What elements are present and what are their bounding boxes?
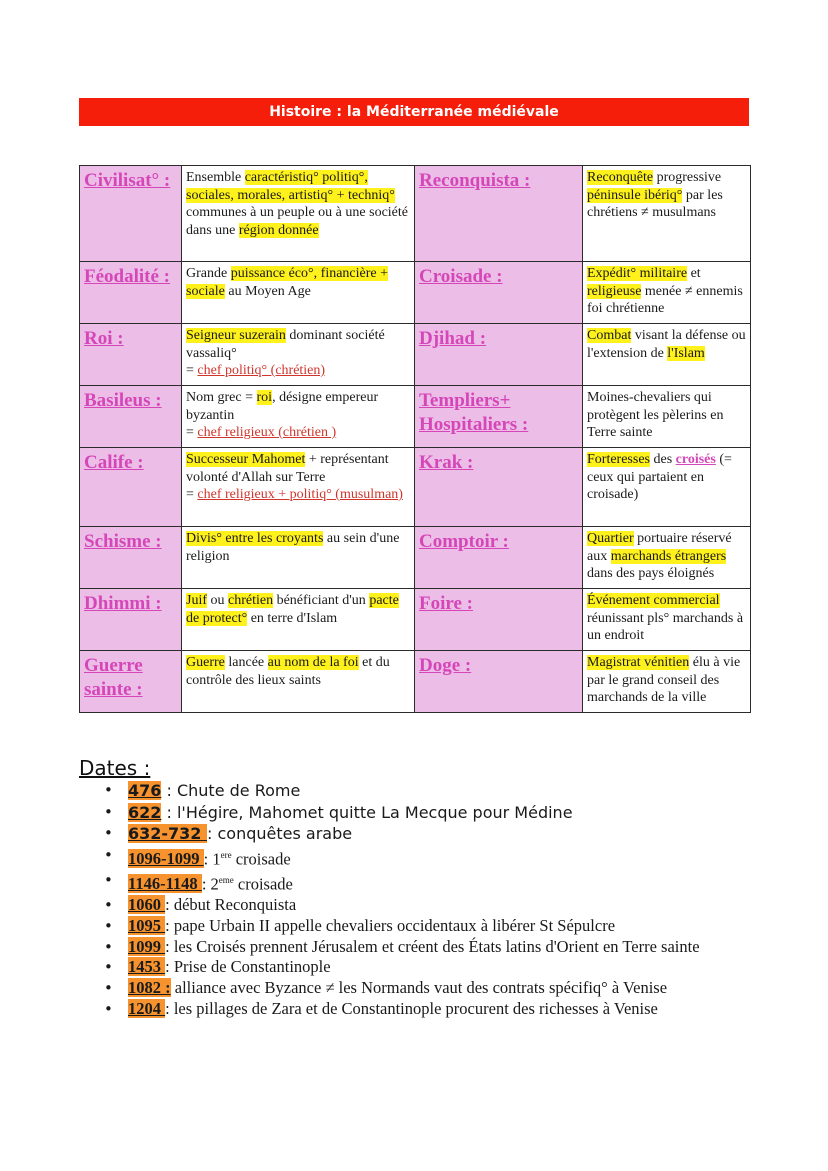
date-year: 632-732: [128, 824, 208, 843]
date-item: • 1099 : les Croisés prennent Jérusalem et créent des États latins d'Orient en Terre sainte: [100, 937, 740, 958]
glossary-row: [80, 527, 751, 589]
term-label: Comptoir :: [419, 531, 509, 552]
definition-cell: Moines-chevaliers qui protègent les pèlerins en Terre sainte: [583, 386, 751, 448]
term-label: Templiers+ Hospitaliers :: [419, 390, 529, 435]
term-cell: [80, 527, 182, 589]
highlighted-text: pacte de protect°: [186, 593, 399, 626]
definition-cell: Ensemble caractéristiq° politiq°, sociales, morales, artistiq° + techniq° communes à un peuple ou à une société dans une région donnée: [182, 166, 415, 262]
definition-cell: Juif ou chrétien bénéficiant d'un pacte de protect° en terre d'Islam: [182, 589, 415, 651]
date-year: 1060: [128, 895, 166, 915]
highlighted-text: Événement commercial: [587, 593, 720, 608]
term-cell: [415, 262, 583, 324]
term-cell: [80, 589, 182, 651]
date-year: 622: [128, 802, 162, 822]
definition-cell: Grande puissance éco°, financière + sociale au Moyen Age: [182, 262, 415, 324]
dates-list: [100, 780, 740, 1020]
glossary-table: [79, 165, 751, 713]
pink-term-text: croisés: [675, 452, 716, 467]
date-year: 1453: [128, 957, 166, 977]
term-cell: [415, 651, 583, 713]
highlighted-text: l'Islam: [667, 345, 705, 361]
term-cell: [80, 166, 182, 262]
glossary-row: [80, 448, 751, 527]
definition-cell: Magistrat vénitien élu à vie par le grand conseil des marchands de la ville: [583, 651, 751, 713]
highlighted-text: région donnée: [238, 222, 319, 238]
highlighted-text: Seigneur suzerain: [186, 328, 286, 343]
glossary-row: [80, 651, 751, 713]
highlighted-text: roi: [256, 390, 273, 405]
term-label: Reconquista :: [419, 170, 531, 191]
definition-cell: Guerre lancée au nom de la foi et du contrôle des lieux saints: [182, 651, 415, 713]
definition-cell: Successeur Mahomet + représentant volonté d'Allah sur Terre = chef religieux + politiq° (musulman): [182, 448, 415, 527]
date-year: 1204: [128, 999, 166, 1019]
term-label: Civilisat° :: [84, 170, 171, 191]
date-year: 1095: [128, 915, 166, 935]
highlighted-text: puissance éco°, financière + sociale: [186, 266, 389, 299]
term-label: Djihad :: [419, 328, 487, 349]
definition-cell: Nom grec = roi, désigne empereur byzantin = chef religieux (chrétien ): [182, 386, 415, 448]
term-label: Roi :: [84, 328, 124, 349]
definition-cell: Expédit° militaire et religieuse menée ≠ ennemis foi chrétienne: [583, 262, 751, 324]
highlighted-text: Juif: [186, 593, 207, 608]
date-year: 1099: [128, 936, 166, 956]
term-cell: [80, 448, 182, 527]
page-title: Histoire : la Méditerranée médiévale: [79, 98, 749, 126]
highlighted-text: péninsule ibériq°: [587, 187, 683, 203]
date-year: 1096-1099: [128, 849, 204, 868]
highlighted-text: caractéristiq° politiq°, sociales, morales, artistiq° + techniq°: [186, 170, 395, 203]
highlighted-text: marchands étrangers: [610, 548, 727, 564]
term-cell: [415, 386, 583, 448]
glossary-row: [80, 262, 751, 324]
term-label: Doge :: [419, 655, 472, 676]
term-cell: [80, 262, 182, 324]
date-year: 476: [128, 781, 162, 800]
date-item: • 1060 : début Reconquista: [100, 895, 740, 916]
term-label: Féodalité :: [84, 266, 171, 287]
term-cell: [415, 589, 583, 651]
glossary-row: [80, 166, 751, 262]
date-item: • 1204 : les pillages de Zara et de Constantinople procurent des richesses à Venise: [100, 999, 740, 1020]
highlighted-text: Magistrat vénitien: [587, 655, 690, 670]
definition-cell: Quartier portuaire réservé aux marchands étrangers dans des pays éloignés: [583, 527, 751, 589]
glossary-row: [80, 589, 751, 651]
date-item: • 1082 : alliance avec Byzance ≠ les Normands vaut des contrats spécifiq° à Venise: [100, 978, 740, 999]
ordinal-suffix: eme: [218, 874, 234, 885]
definition-cell: Forteresses des croisés (= ceux qui partaient en croisade): [583, 448, 751, 527]
underlined-role-text: chef religieux (chrétien ): [197, 425, 337, 440]
term-cell: [415, 448, 583, 527]
ordinal-suffix: ere: [220, 849, 232, 860]
underlined-role-text: chef politiq° (chrétien): [197, 363, 326, 378]
date-year: 1082 :: [128, 978, 171, 998]
definition-cell: Reconquête progressive péninsule ibériq° par les chrétiens ≠ musulmans: [583, 166, 751, 262]
term-cell: [80, 386, 182, 448]
term-label: Schisme :: [84, 531, 162, 552]
date-item: • 1095 : pape Urbain II appelle chevaliers occidentaux à libérer St Sépulcre: [100, 916, 740, 937]
highlighted-text: Reconquête: [587, 170, 654, 185]
highlighted-text: Forteresses: [587, 452, 650, 467]
definition-cell: Événement commercial réunissant pls° marchands à un endroit: [583, 589, 751, 651]
date-item: • 1453 : Prise de Constantinople: [100, 957, 740, 978]
date-item: • 476 : Chute de Rome: [100, 780, 740, 802]
definition-cell: Seigneur suzerain dominant société vassaliq° = chef politiq° (chrétien): [182, 324, 415, 386]
glossary-row: [80, 386, 751, 448]
highlighted-text: religieuse: [587, 283, 642, 299]
term-label: Dhimmi :: [84, 593, 162, 614]
term-cell: [415, 324, 583, 386]
highlighted-text: Combat: [587, 328, 632, 343]
highlighted-text: Expédit° militaire: [587, 266, 688, 281]
definition-cell: Combat visant la défense ou l'extension de l'Islam: [583, 324, 751, 386]
term-label: Basileus :: [84, 390, 162, 411]
term-cell: [415, 166, 583, 262]
definition-cell: Divis° entre les croyants au sein d'une religion: [182, 527, 415, 589]
term-label: Foire :: [419, 593, 473, 614]
term-label: Guerre sainte :: [84, 655, 143, 700]
date-item: • 1096-1099 : 1ere croisade: [100, 845, 740, 870]
highlighted-text: Guerre: [186, 655, 225, 670]
highlighted-text: au nom de la foi: [267, 655, 359, 670]
highlighted-text: Divis° entre les croyants: [186, 531, 324, 546]
term-cell: [80, 651, 182, 713]
date-item: • 632-732 : conquêtes arabe: [100, 823, 740, 845]
term-label: Calife :: [84, 452, 144, 473]
dates-heading: Dates :: [79, 756, 151, 780]
date-item: • 622 : l'Hégire, Mahomet quitte La Mecque pour Médine: [100, 802, 740, 824]
date-year: 1146-1148: [128, 874, 202, 894]
highlighted-text: Quartier: [587, 531, 634, 546]
highlighted-text: chrétien: [228, 593, 274, 608]
glossary-row: [80, 324, 751, 386]
term-cell: [80, 324, 182, 386]
underlined-role-text: chef religieux + politiq° (musulman): [197, 487, 403, 502]
term-label: Croisade :: [419, 266, 503, 287]
highlighted-text: Successeur Mahomet: [186, 452, 306, 467]
term-cell: [415, 527, 583, 589]
date-item: • 1146-1148 : 2eme croisade: [100, 870, 740, 895]
term-label: Krak :: [419, 452, 474, 473]
